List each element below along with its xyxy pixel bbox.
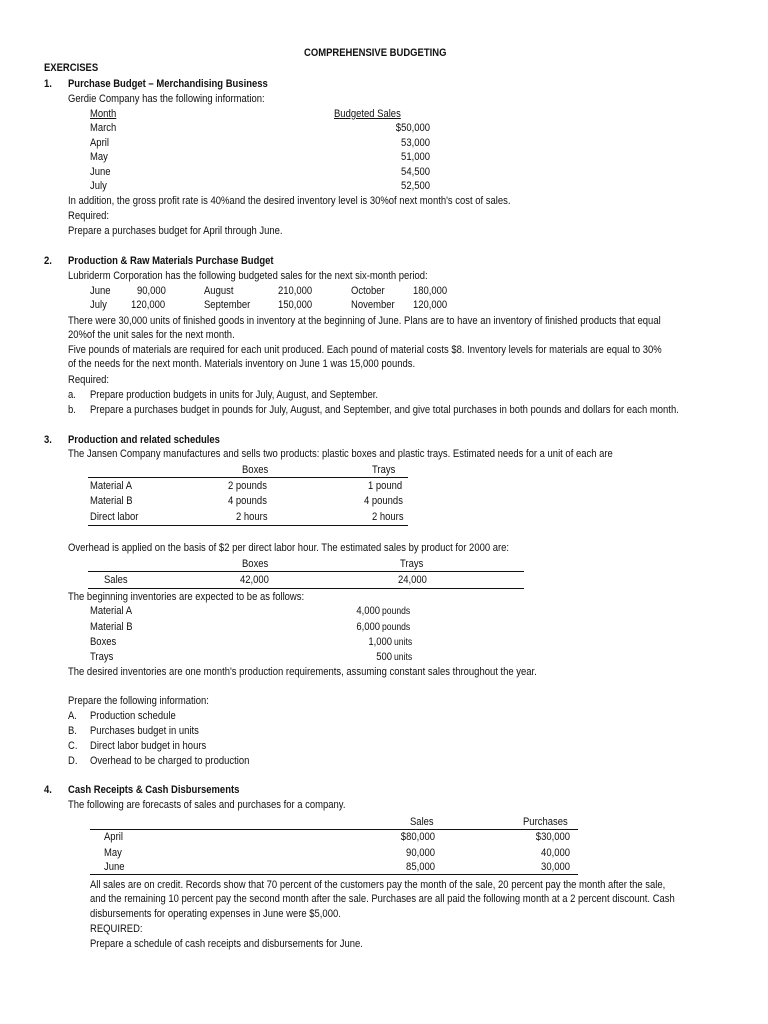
column-header-boxes: Boxes bbox=[242, 464, 269, 476]
sales-value: 120,000 bbox=[131, 299, 166, 311]
sales-value: 90,000 bbox=[137, 285, 166, 297]
overhead-note: Overhead is applied on the basis of $2 per direct labor hour. The estimated sales by product for 2000 are: bbox=[68, 542, 510, 554]
row-month: April bbox=[104, 831, 123, 843]
row-month: June bbox=[104, 861, 125, 873]
row-month: July bbox=[90, 180, 107, 192]
needs-boxes: 2 pounds bbox=[228, 480, 267, 492]
sales-month: October bbox=[351, 285, 385, 297]
exercise-heading: Cash Receipts & Cash Disbursements bbox=[68, 784, 240, 796]
exercise-task: Prepare a purchases budget for April through June. bbox=[68, 225, 283, 237]
inventory-item: Material A bbox=[90, 605, 133, 617]
inventory-qty: 500 bbox=[376, 651, 392, 663]
inventory-qty: 6,000 bbox=[356, 621, 380, 633]
inventory-item: Material B bbox=[90, 621, 133, 633]
exercise-intro: Gerdie Company has the following information: bbox=[68, 93, 265, 105]
sales-value: 120,000 bbox=[413, 299, 448, 311]
exercise-paragraph: Five pounds of materials are required for each unit produced. Each pound of material costs $8. Inventory levels for materials are equal to 30% bbox=[68, 344, 662, 356]
needs-trays: 1 pound bbox=[368, 480, 403, 492]
exercise-note: In addition, the gross profit rate is 40%and the desired inventory level is 30%of next month's cost of sales. bbox=[68, 195, 511, 207]
exercise-intro: The Jansen Company manufactures and sells two products: plastic boxes and plastic trays. Estimated needs for a unit of each are bbox=[68, 448, 613, 460]
prepare-label: Prepare the following information: bbox=[68, 695, 209, 707]
list-item: Direct labor budget in hours bbox=[90, 740, 207, 752]
row-month: March bbox=[90, 122, 117, 134]
row-sales: 85,000 bbox=[406, 861, 435, 873]
exercise-intro: The following are forecasts of sales and purchases for a company. bbox=[68, 799, 346, 811]
sales-boxes: 42,000 bbox=[240, 574, 269, 586]
desired-inventory-note: The desired inventories are one month's production requirements, assuming constant sales throughout the year. bbox=[68, 666, 537, 678]
row-sales: 51,000 bbox=[401, 151, 430, 163]
list-item: Production schedule bbox=[90, 710, 176, 722]
sales-label: Sales bbox=[104, 574, 128, 586]
list-label: A. bbox=[68, 710, 77, 722]
column-header-trays: Trays bbox=[372, 464, 396, 476]
sales-month: June bbox=[90, 285, 111, 297]
sales-value: 180,000 bbox=[413, 285, 448, 297]
row-month: May bbox=[90, 151, 108, 163]
list-label: D. bbox=[68, 755, 78, 767]
column-header-boxes: Boxes bbox=[242, 558, 269, 570]
table-rule bbox=[88, 571, 524, 572]
exercise-number: 4. bbox=[44, 784, 52, 796]
exercise-paragraph: and the remaining 10 percent pay the second month after the sale. Purchases are all paid the following month at a 2 percent discount. Cash bbox=[90, 893, 675, 905]
needs-item: Material A bbox=[90, 480, 133, 492]
task-label: b. bbox=[68, 404, 76, 416]
list-item: Purchases budget in units bbox=[90, 725, 199, 737]
inventory-unit: pounds bbox=[382, 606, 411, 617]
list-label: B. bbox=[68, 725, 77, 737]
sales-value: 210,000 bbox=[278, 285, 313, 297]
inventory-intro: The beginning inventories are expected to be as follows: bbox=[68, 591, 305, 603]
exercise-heading: Production & Raw Materials Purchase Budget bbox=[68, 255, 274, 267]
inventory-unit: pounds bbox=[382, 622, 411, 633]
inventory-unit: units bbox=[394, 652, 413, 663]
column-header-sales: Sales bbox=[410, 816, 434, 828]
row-sales: 54,500 bbox=[401, 166, 430, 178]
document-title: COMPREHENSIVE BUDGETING bbox=[304, 47, 447, 59]
column-header-trays: Trays bbox=[400, 558, 424, 570]
needs-trays: 2 hours bbox=[372, 511, 404, 523]
table-rule bbox=[90, 874, 578, 875]
exercise-heading: Production and related schedules bbox=[68, 434, 220, 446]
inventory-qty: 4,000 bbox=[356, 605, 380, 617]
table-rule bbox=[88, 477, 408, 478]
row-month: April bbox=[90, 137, 109, 149]
row-purchases: $30,000 bbox=[535, 831, 570, 843]
row-sales: 52,500 bbox=[401, 180, 430, 192]
needs-trays: 4 pounds bbox=[364, 495, 403, 507]
column-header-purchases: Purchases bbox=[523, 816, 568, 828]
sales-trays: 24,000 bbox=[398, 574, 427, 586]
inventory-qty: 1,000 bbox=[368, 636, 392, 648]
list-item: Overhead to be charged to production bbox=[90, 755, 250, 767]
task-text: Prepare production budgets in units for July, August, and September. bbox=[90, 389, 379, 401]
inventory-item: Boxes bbox=[90, 636, 117, 648]
exercise-intro: Lubriderm Corporation has the following budgeted sales for the next six-month period: bbox=[68, 270, 428, 282]
task-label: a. bbox=[68, 389, 76, 401]
needs-boxes: 4 pounds bbox=[228, 495, 267, 507]
exercise-number: 3. bbox=[44, 434, 52, 446]
row-sales: 53,000 bbox=[401, 137, 430, 149]
exercise-paragraph: disbursements for operating expenses in June were $5,000. bbox=[90, 908, 341, 920]
column-header-month: Month bbox=[90, 108, 117, 120]
required-label: REQUIRED: bbox=[90, 923, 143, 935]
exercise-paragraph: All sales are on credit. Records show that 70 percent of the customers pay the month of the sale, 20 percent pay the month after the sale, bbox=[90, 879, 666, 891]
sales-month: August bbox=[204, 285, 234, 297]
table-rule bbox=[88, 588, 524, 589]
exercises-label: EXERCISES bbox=[44, 62, 99, 74]
row-month: May bbox=[104, 847, 122, 859]
exercise-heading: Purchase Budget – Merchandising Business bbox=[68, 78, 268, 90]
inventory-unit: units bbox=[394, 637, 413, 648]
needs-item: Material B bbox=[90, 495, 133, 507]
row-sales: 90,000 bbox=[406, 847, 435, 859]
needs-boxes: 2 hours bbox=[236, 511, 268, 523]
sales-value: 150,000 bbox=[278, 299, 313, 311]
sales-month: July bbox=[90, 299, 107, 311]
row-purchases: 30,000 bbox=[541, 861, 570, 873]
inventory-item: Trays bbox=[90, 651, 114, 663]
sales-month: September bbox=[204, 299, 251, 311]
exercise-number: 2. bbox=[44, 255, 52, 267]
row-sales: $80,000 bbox=[400, 831, 435, 843]
exercise-task: Prepare a schedule of cash receipts and disbursements for June. bbox=[90, 938, 363, 950]
table-rule bbox=[88, 525, 408, 526]
sales-month: November bbox=[351, 299, 395, 311]
exercise-number: 1. bbox=[44, 78, 52, 90]
row-purchases: 40,000 bbox=[541, 847, 570, 859]
exercise-paragraph: of the needs for the next month. Materials inventory on June 1 was 15,000 pounds. bbox=[68, 358, 416, 370]
list-label: C. bbox=[68, 740, 78, 752]
column-header-budgeted-sales: Budgeted Sales bbox=[334, 108, 401, 120]
exercise-paragraph: There were 30,000 units of finished goods in inventory at the beginning of June. Plans are to have an inventory of finished products that equal bbox=[68, 315, 661, 327]
required-label: Required: bbox=[68, 374, 110, 386]
row-sales: $50,000 bbox=[395, 122, 430, 134]
row-month: June bbox=[90, 166, 111, 178]
needs-item: Direct labor bbox=[90, 511, 139, 523]
exercise-paragraph: 20%of the unit sales for the next month. bbox=[68, 329, 235, 341]
required-label: Required: bbox=[68, 210, 110, 222]
task-text: Prepare a purchases budget in pounds for July, August, and September, and give total purchases in both pounds and dollars for each month. bbox=[90, 404, 679, 416]
